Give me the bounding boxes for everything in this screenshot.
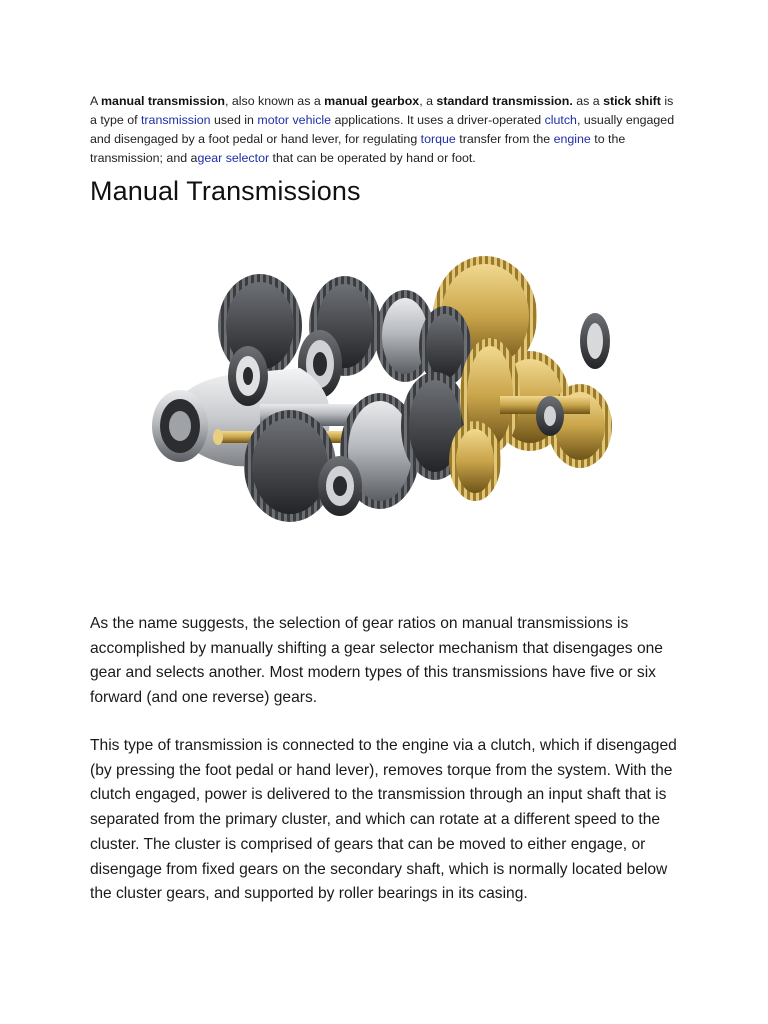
link-clutch[interactable]: clutch [544,113,577,127]
link-torque[interactable]: torque [420,132,456,146]
link-transmission[interactable]: transmission [140,113,211,127]
term-manual-gearbox: manual gearbox [324,94,420,108]
term-manual-transmission: manual transmission [101,94,225,108]
intro-text: transfer from the [455,132,554,146]
intro-text: , a [419,94,437,108]
paragraph-clutch-connection: This type of transmission is connected to the engine via a clutch, which if disengaged (by pressing the foot pedal or hand lever), removes torque from the system. With the clutch engaged, power is delivered to the transmission through an input shaft that is separated from the primary cluster, and which can rotate at a different speed to the cluster. The cluster is comprised of gears that can be moved to either engage, or disengage from fixed gears on the secondary shaft, which is normally located below the cluster gears, and supported by roller bearings in its casing. [90,737,677,903]
paragraph-gear-ratios: As the name suggests, the selection of gear ratios on manual transmissions is accomplished by manually shifting a gear selector mechanism that disengages one gear and selects another. Most modern types of this transmissions have five or six forward (and one reverse) gears. [90,615,663,707]
intro-text: used in [210,113,258,127]
intro-text: , also known as a [224,94,325,108]
link-engine[interactable]: engine [553,132,591,146]
term-stick-shift: stick shift [603,94,661,108]
intro-text: is a type of [90,94,674,127]
gearbox-icon [140,246,620,536]
gearbox-illustration [140,246,620,536]
page-title: Manual Transmissions [90,176,361,206]
intro-text: that can be operated by hand or foot. [269,151,476,165]
intro-text: applications. It uses a driver-operated [331,113,545,127]
intro-text: , usually engaged and disengaged by a foot pedal or hand lever, for regulating [90,113,675,146]
intro-paragraph [90,92,678,168]
term-standard-transmission: standard transmission. [436,94,573,108]
link-gear-selector[interactable]: gear selector [197,151,270,165]
intro-text: A [90,94,102,108]
intro-text: to the transmission; and a [90,132,626,165]
intro-text: as a [572,94,604,108]
link-motor-vehicle[interactable]: motor vehicle [257,113,332,127]
